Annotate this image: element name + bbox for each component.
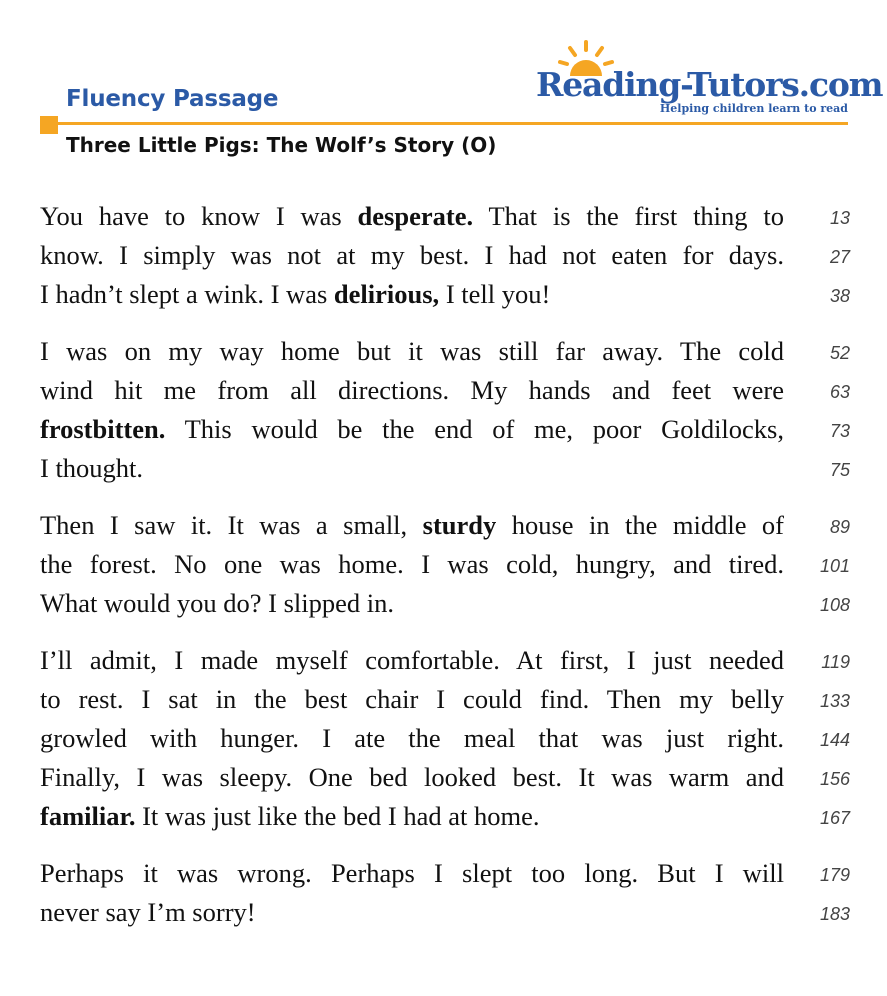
passage-line (40, 197, 850, 236)
word-count: 133 (819, 691, 850, 711)
text-segment: I thought. (40, 453, 144, 483)
passage-line (40, 449, 850, 488)
line-text (40, 893, 784, 932)
page-header (0, 0, 887, 170)
passage-line (40, 545, 850, 584)
text-segment: I tell you! (439, 279, 551, 309)
text-segment: I’ll admit, I made myself comfortable. At first, I just needed (40, 645, 784, 675)
line-text (40, 332, 784, 371)
line-text (40, 680, 784, 719)
line-text (40, 584, 784, 623)
passage-line (40, 275, 850, 314)
passage-line (40, 584, 850, 623)
line-text (40, 797, 784, 836)
word-count: 89 (829, 517, 850, 537)
passage-paragraph (40, 506, 850, 623)
line-text (40, 371, 784, 410)
passage-paragraph (40, 197, 850, 314)
passage-line (40, 893, 850, 932)
line-text (40, 854, 784, 893)
line-text (40, 410, 784, 449)
passage-body (40, 197, 850, 950)
word-count: 27 (829, 247, 850, 267)
vocabulary-word: frostbitten. (40, 414, 166, 444)
word-count: 179 (819, 865, 850, 885)
passage-paragraph (40, 854, 850, 932)
text-segment: Perhaps it was wrong. Perhaps I slept too long. But I will (40, 858, 784, 888)
passage-line (40, 797, 850, 836)
line-text (40, 449, 784, 488)
text-segment: house in the middle of (496, 510, 784, 540)
text-segment: know. I simply was not at my best. I had not eaten for days. (40, 240, 784, 270)
text-segment: This would be the end of me, poor Goldilocks, (165, 414, 784, 444)
word-count: 13 (829, 208, 850, 228)
text-segment: Finally, I was sleepy. One bed looked best. It was warm and (40, 762, 784, 792)
passage-line (40, 719, 850, 758)
section-label: Fluency Passage (66, 86, 279, 112)
logo-wordmark: Reading-Tutors.com (536, 65, 883, 104)
vocabulary-word: delirious, (333, 279, 440, 309)
word-count: 156 (819, 769, 850, 789)
line-text (40, 275, 784, 314)
word-count: 73 (829, 421, 850, 441)
text-segment: I hadn’t slept a wink. I was (40, 279, 334, 309)
word-count: 52 (829, 343, 850, 363)
passage-line (40, 332, 850, 371)
passage-title: Three Little Pigs: The Wolf’s Story (O) (66, 133, 497, 157)
passage-line (40, 236, 850, 275)
vocabulary-word: desperate. (357, 201, 474, 231)
word-count: 119 (821, 652, 850, 672)
word-count: 75 (829, 460, 850, 480)
text-segment: never say I’m sorry! (40, 897, 256, 927)
passage-paragraph (40, 332, 850, 488)
word-count: 167 (819, 808, 850, 828)
text-segment: I was on my way home but it was still far away. The cold (40, 336, 784, 366)
text-segment: You have to know I was (40, 201, 358, 231)
text-segment: wind hit me from all directions. My hands and feet were (40, 375, 784, 405)
line-text (40, 506, 784, 545)
word-count: 101 (819, 556, 850, 576)
line-text (40, 719, 784, 758)
vocabulary-word: sturdy (422, 510, 497, 540)
passage-line (40, 854, 850, 893)
reading-tutors-logo[interactable] (536, 38, 883, 122)
logo-tagline: Helping children learn to read (659, 102, 848, 115)
vocabulary-word: familiar. (40, 801, 136, 831)
word-count: 38 (829, 286, 850, 306)
line-text (40, 197, 784, 236)
text-segment: the forest. No one was home. I was cold, hungry, and tired. (40, 549, 784, 579)
text-segment: to rest. I sat in the best chair I could find. Then my belly (40, 684, 784, 714)
word-count: 63 (829, 382, 850, 402)
word-count: 183 (819, 904, 850, 924)
header-rule (55, 122, 848, 125)
text-segment: Then I saw it. It was a small, (40, 510, 423, 540)
text-segment: What would you do? I slipped in. (40, 588, 395, 618)
text-segment: growled with hunger. I ate the meal that was just right. (40, 723, 784, 753)
passage-line (40, 506, 850, 545)
passage-line (40, 641, 850, 680)
passage-paragraph (40, 641, 850, 836)
line-text (40, 641, 784, 680)
passage-line (40, 680, 850, 719)
text-segment: It was just like the bed I had at home. (135, 801, 540, 831)
line-text (40, 545, 784, 584)
line-text (40, 758, 784, 797)
passage-line (40, 371, 850, 410)
passage-line (40, 410, 850, 449)
accent-square (40, 116, 58, 134)
line-text (40, 236, 784, 275)
word-count: 108 (819, 595, 850, 615)
word-count: 144 (819, 730, 850, 750)
passage-line (40, 758, 850, 797)
text-segment: That is the first thing to (473, 201, 784, 231)
